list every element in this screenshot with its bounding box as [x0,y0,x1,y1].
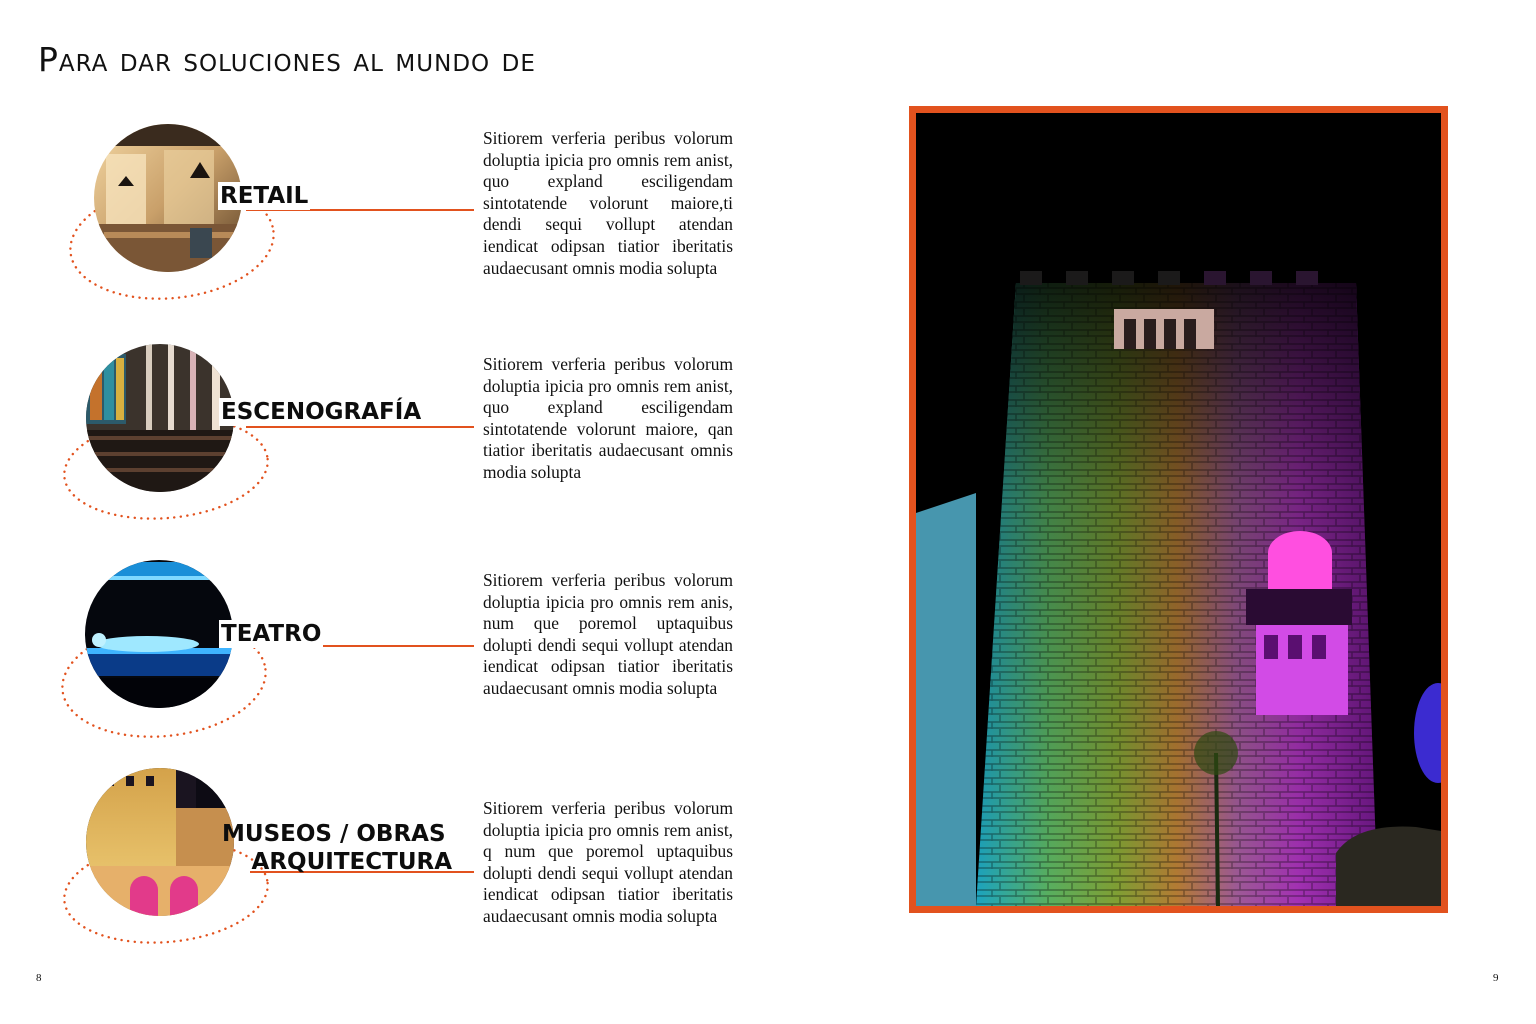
section-escenografia [0,340,760,540]
connector-line [246,426,474,428]
section-body: Sitiorem verferia peribus volorum doluptia ipicia pro omnis rem anist, q num que poremol uptaquibus dolupti dendi sequi vollupt atendan iendicat odipsan tiatior iberitatis audaecusant omnis modia solupta [483,798,733,926]
teatro-photo [85,560,233,708]
section-teatro [0,556,760,756]
section-body: Sitiorem verferia peribus volorum doluptia ipicia pro omnis rem anis, num que poremol uptaquibus dolupti dendi sequi vollupt atendan iendicat odipsan tiatior iberitatis audaecusant omnis modia solupta [483,570,733,698]
escenografia-photo [86,344,234,492]
section-body: Sitiorem verferia peribus volorum doluptia ipicia pro omnis rem anist, quo expland esciligendam sintotatende volorunt maiore, qan tiatior iberitatis audaecusant omnis modia solupta [483,354,733,482]
section-label-line-2: ARQUITECTURA [251,849,452,875]
section-label: RETAIL [220,183,309,209]
section-retail [0,120,760,320]
section-label: TEATRO [221,621,322,647]
page-number-left: 8 [36,972,42,984]
section-label [220,820,454,876]
section-label: ESCENOGRAFÍA [221,399,422,425]
page-number-right: 9 [1493,972,1499,984]
museos-photo [86,768,234,916]
section-body: Sitiorem verferia peribus volorum doluptia ipicia pro omnis rem anist, quo expland esciligendam sintotatende volorunt maiore,ti dendi sequi vollupt atendan iendicat odipsan tiatior iberitatis audaecusant omnis modia solupta [483,128,733,278]
section-museos [0,764,760,964]
castle-tower-photo [916,113,1441,906]
feature-photo-frame [909,106,1448,913]
page-title: Para dar soluciones al mundo de [38,40,536,79]
section-label-line-1: MUSEOS / OBRAS [222,821,446,847]
